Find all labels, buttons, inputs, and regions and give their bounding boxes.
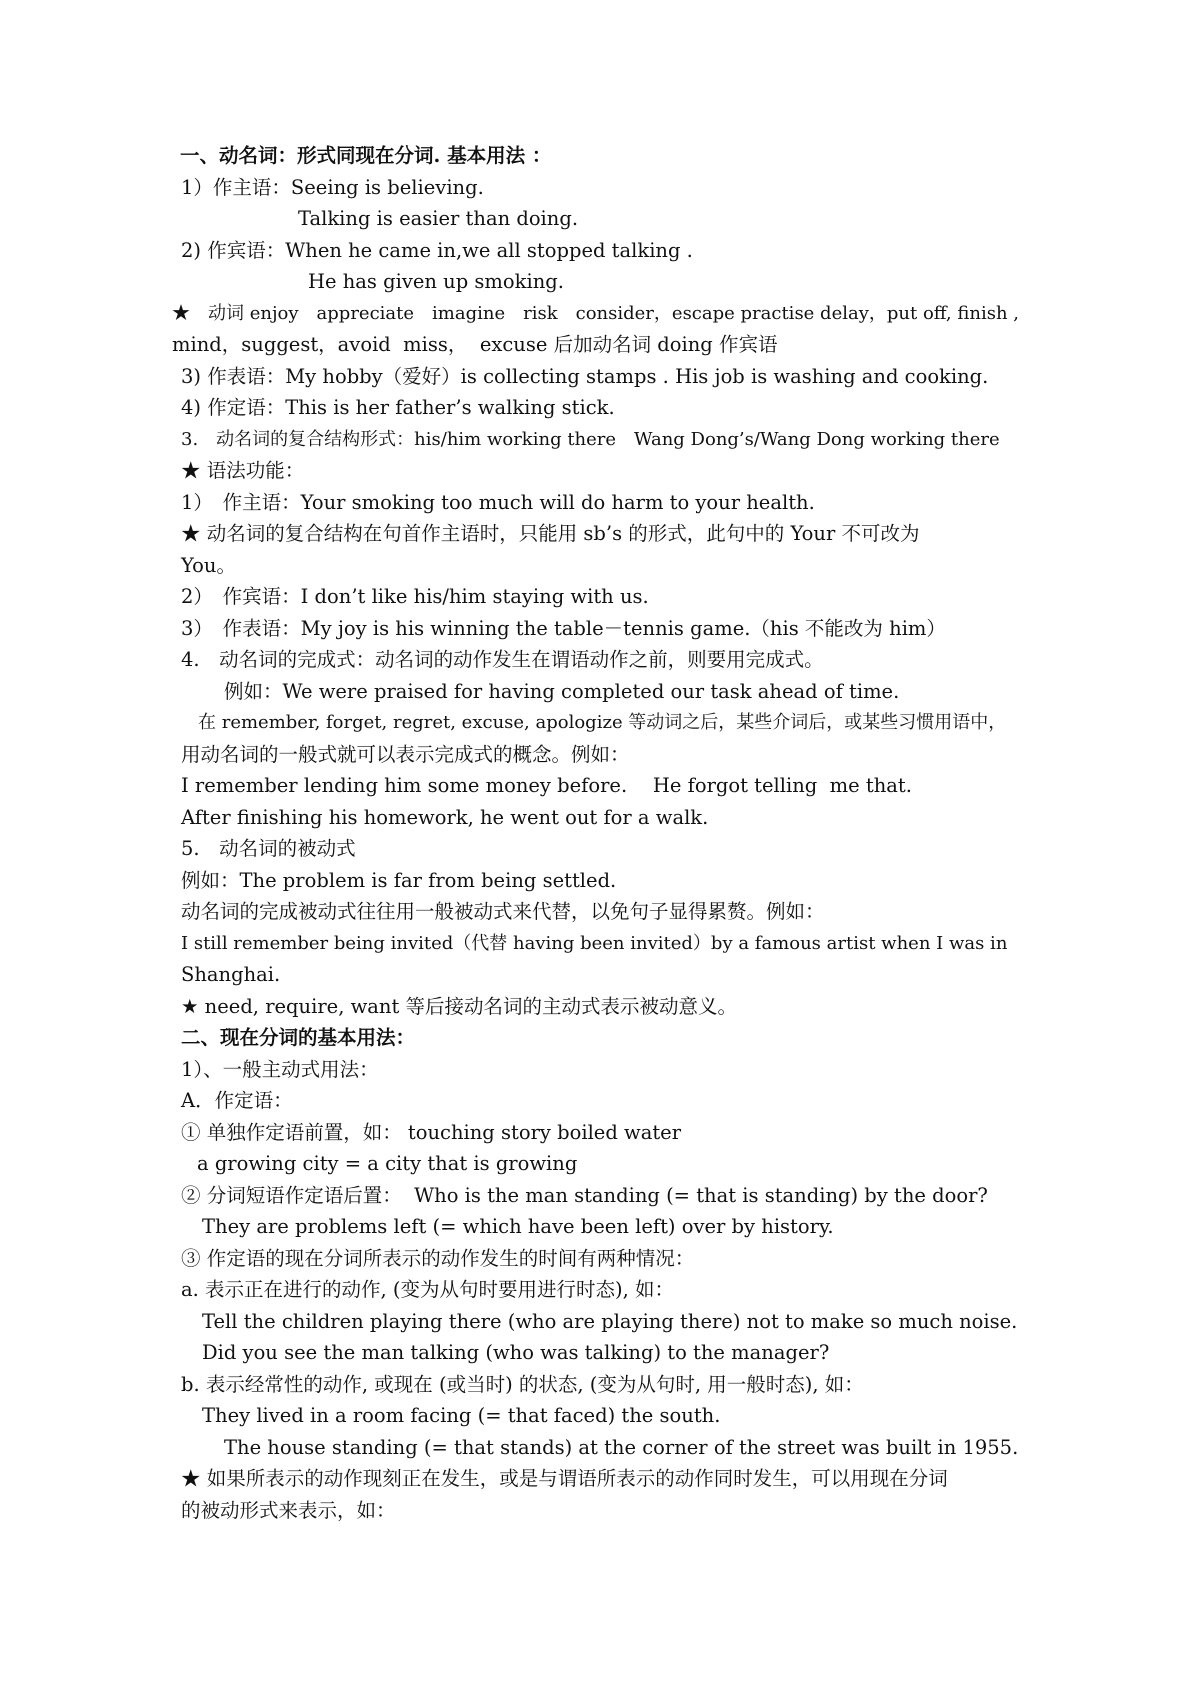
text-line: They are problems left (= which have been left) over by history.	[202, 1215, 834, 1238]
text-line: They lived in a room facing (= that faced) the south.	[202, 1404, 721, 1427]
text-line: ★ 动词 enjoy appreciate imagine risk consider，escape practise delay，put off, finish ,	[172, 303, 1020, 324]
text-line: a. 表示正在进行的动作, (变为从句时要用进行时态), 如：	[181, 1278, 675, 1301]
text-line: 4) 作定语：This is her father’s walking stick.	[181, 396, 615, 419]
text-line: 动名词的完成被动式往往用一般被动式来代替，以免句子显得累赘。例如：	[181, 900, 825, 923]
text-line: After finishing his homework, he went out for a walk.	[181, 806, 709, 829]
text-line: 例如：We were praised for having completed our task ahead of time.	[224, 680, 900, 703]
text-line: 的被动形式来表示，如：	[181, 1499, 396, 1522]
text-line: I remember lending him some money before. He forgot telling me that.	[181, 774, 912, 797]
text-line: 3) 作表语：My hobby（爱好）is collecting stamps . His job is washing and cooking.	[181, 365, 989, 388]
text-line: 用动名词的一般式就可以表示完成式的概念。例如：	[181, 743, 630, 766]
text-line: I still remember being invited（代替 having been invited）by a famous artist when I was in	[181, 933, 1008, 954]
text-line: A．作定语：	[181, 1089, 293, 1112]
text-line: He has given up smoking.	[308, 270, 564, 293]
text-line: b. 表示经常性的动作, 或现在 (或当时) 的状态, (变为从句时, 用一般时态), 如：	[181, 1373, 864, 1396]
text-line: a growing city = a city that is growing	[197, 1152, 578, 1175]
text-line: ★ need, require, want 等后接动名词的主动式表示被动意义。	[181, 995, 738, 1018]
text-line: 1）作主语：Seeing is believing.	[181, 176, 484, 199]
text-line: Tell the children playing there (who are playing there) not to make so much noise.	[202, 1310, 1018, 1333]
text-line: 2) 作宾语：When he came in,we all stopped talking .	[181, 239, 693, 262]
text-line: Did you see the man talking (who was talking) to the manager?	[202, 1341, 830, 1364]
text-line: 例如：The problem is far from being settled.	[181, 869, 617, 892]
text-line: ③ 作定语的现在分词所表示的动作发生的时间有两种情况：	[181, 1247, 695, 1270]
text-line: 3） 作表语：My joy is his winning the table－tennis game.（his 不能改为 him）	[181, 617, 946, 640]
text-line: ★ 如果所表示的动作现刻正在发生，或是与谓语所表示的动作同时发生，可以用现在分词	[181, 1467, 948, 1490]
text-line: Shanghai.	[181, 963, 281, 986]
text-line: 4. 动名词的完成式：动名词的动作发生在谓语动作之前，则要用完成式。	[181, 648, 824, 671]
text-line: 5. 动名词的被动式	[181, 837, 356, 860]
text-line: Talking is easier than doing.	[298, 207, 579, 230]
text-line: 在 remember, forget, regret, excuse, apologize 等动词之后，某些介词后，或某些习惯用语中，	[198, 712, 1007, 733]
text-line: You。	[181, 554, 236, 577]
text-line: mind，suggest，avoid miss， excuse 后加动名词 doing 作宾语	[172, 333, 778, 356]
text-line: 2） 作宾语：I don’t like his/him staying with us.	[181, 585, 649, 608]
text-line: The house standing (= that stands) at the corner of the street was built in 1955.	[224, 1436, 1019, 1459]
text-line: ★ 语法功能：	[181, 459, 305, 482]
text-line: ★ 动名词的复合结构在句首作主语时，只能用 sb’s 的形式，此句中的 Your 不可改为	[181, 522, 920, 545]
section-heading-gerund: 一、动名词：形式同现在分词. 基本用法 ：	[180, 144, 552, 167]
section-heading-present-participle: 二、现在分词的基本用法：	[181, 1026, 416, 1049]
text-line: 1） 作主语：Your smoking too much will do harm to your health.	[181, 491, 815, 514]
text-line: 1）、一般主动式用法：	[181, 1058, 379, 1081]
text-line: ② 分词短语作定语后置： Who is the man standing (= that is standing) by the door?	[181, 1184, 988, 1207]
text-line: ① 单独作定语前置，如： touching story boiled water	[181, 1121, 682, 1144]
text-line: 3. 动名词的复合结构形式：his/him working there Wang Dong’s/Wang Dong working there	[181, 429, 1000, 450]
